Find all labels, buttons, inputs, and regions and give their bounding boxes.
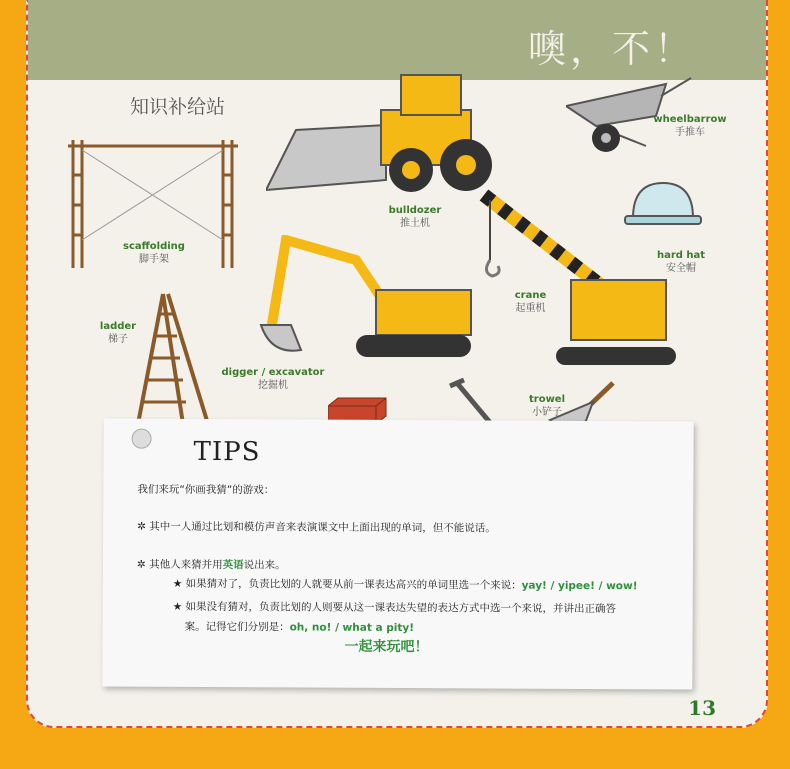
bullet-star-icon: ★ (172, 577, 186, 590)
tips-sub-1-text: 如果猜对了，负责比划的人就要从前一课表达高兴的单词里选一个来说： (185, 577, 522, 592)
label-zh: 挖掘机 (258, 380, 288, 391)
label-zh: 脚手架 (139, 254, 169, 265)
tips-card (102, 418, 693, 689)
tips-intro: 我们来玩“你画我猜”的游戏： (137, 483, 275, 497)
bullet-star-icon: ✲ (136, 558, 150, 571)
tips-sub-1-highlight: yay! / yipee! / wow! (521, 579, 638, 593)
label-zh: 起重机 (515, 303, 546, 314)
bullet-star-icon: ★ (172, 600, 186, 613)
label-zh: 梯子 (108, 334, 128, 345)
excavator-illustration (256, 235, 476, 365)
label-wheelbarrow (650, 113, 730, 139)
play-together-text: 一起来玩吧！ (344, 638, 429, 656)
tips-sub-2-highlight: oh, no! / what a pity! (289, 621, 415, 635)
label-en: ladder (99, 321, 137, 332)
tips-sub-1 (173, 576, 638, 593)
bulldozer-illustration (266, 70, 496, 200)
label-en: hard hat (656, 250, 706, 261)
label-scaffolding (116, 240, 192, 266)
label-en: bulldozer (388, 205, 442, 216)
pin-icon (132, 429, 152, 449)
bullet-star-icon: ✲ (137, 520, 150, 533)
label-bulldozer (380, 204, 450, 230)
page (26, 0, 768, 728)
label-en: trowel (528, 394, 566, 405)
tips-heading: TIPS (193, 436, 261, 468)
header-band (28, 0, 766, 80)
tips-sub-2-line1: 如果没有猜对，负责比划的人则要从这一课表达失望的表达方式中选一个来说，并讲出正确答 (185, 600, 617, 616)
tips-item-2-highlight: 英语 (222, 559, 244, 572)
label-ladder (88, 320, 148, 346)
page-number: 13 (688, 696, 716, 720)
label-en: scaffolding (123, 241, 185, 252)
label-en: wheelbarrow (653, 114, 727, 125)
tips-sub-2 (173, 597, 673, 640)
section-subtitle: 知识补给站 (130, 96, 226, 118)
label-zh: 小铲子 (532, 407, 562, 418)
label-zh: 安全帽 (666, 263, 696, 274)
tips-item-2 (137, 557, 286, 573)
tips-sub-2-line2: 案。记得它们分别是： (184, 620, 290, 634)
tips-item-2-post: 说出来。 (243, 559, 286, 572)
ladder-illustration (128, 292, 218, 427)
label-en: digger / excavator (221, 367, 325, 378)
crane-illustration (476, 185, 676, 370)
label-zh: 推土机 (400, 218, 430, 229)
tips-item-1 (137, 519, 496, 536)
page-title: 噢，不！ (527, 27, 696, 71)
label-excavator (218, 366, 328, 392)
label-zh: 手推车 (675, 127, 705, 138)
tips-item-2-pre: 其他人来猜并用 (149, 558, 223, 572)
label-en: crane (514, 290, 547, 301)
tips-item-1-text: 其中一人通过比划和模仿声音来表演课文中上面出现的单词，但不能说话。 (149, 520, 496, 535)
label-crane (503, 289, 558, 315)
